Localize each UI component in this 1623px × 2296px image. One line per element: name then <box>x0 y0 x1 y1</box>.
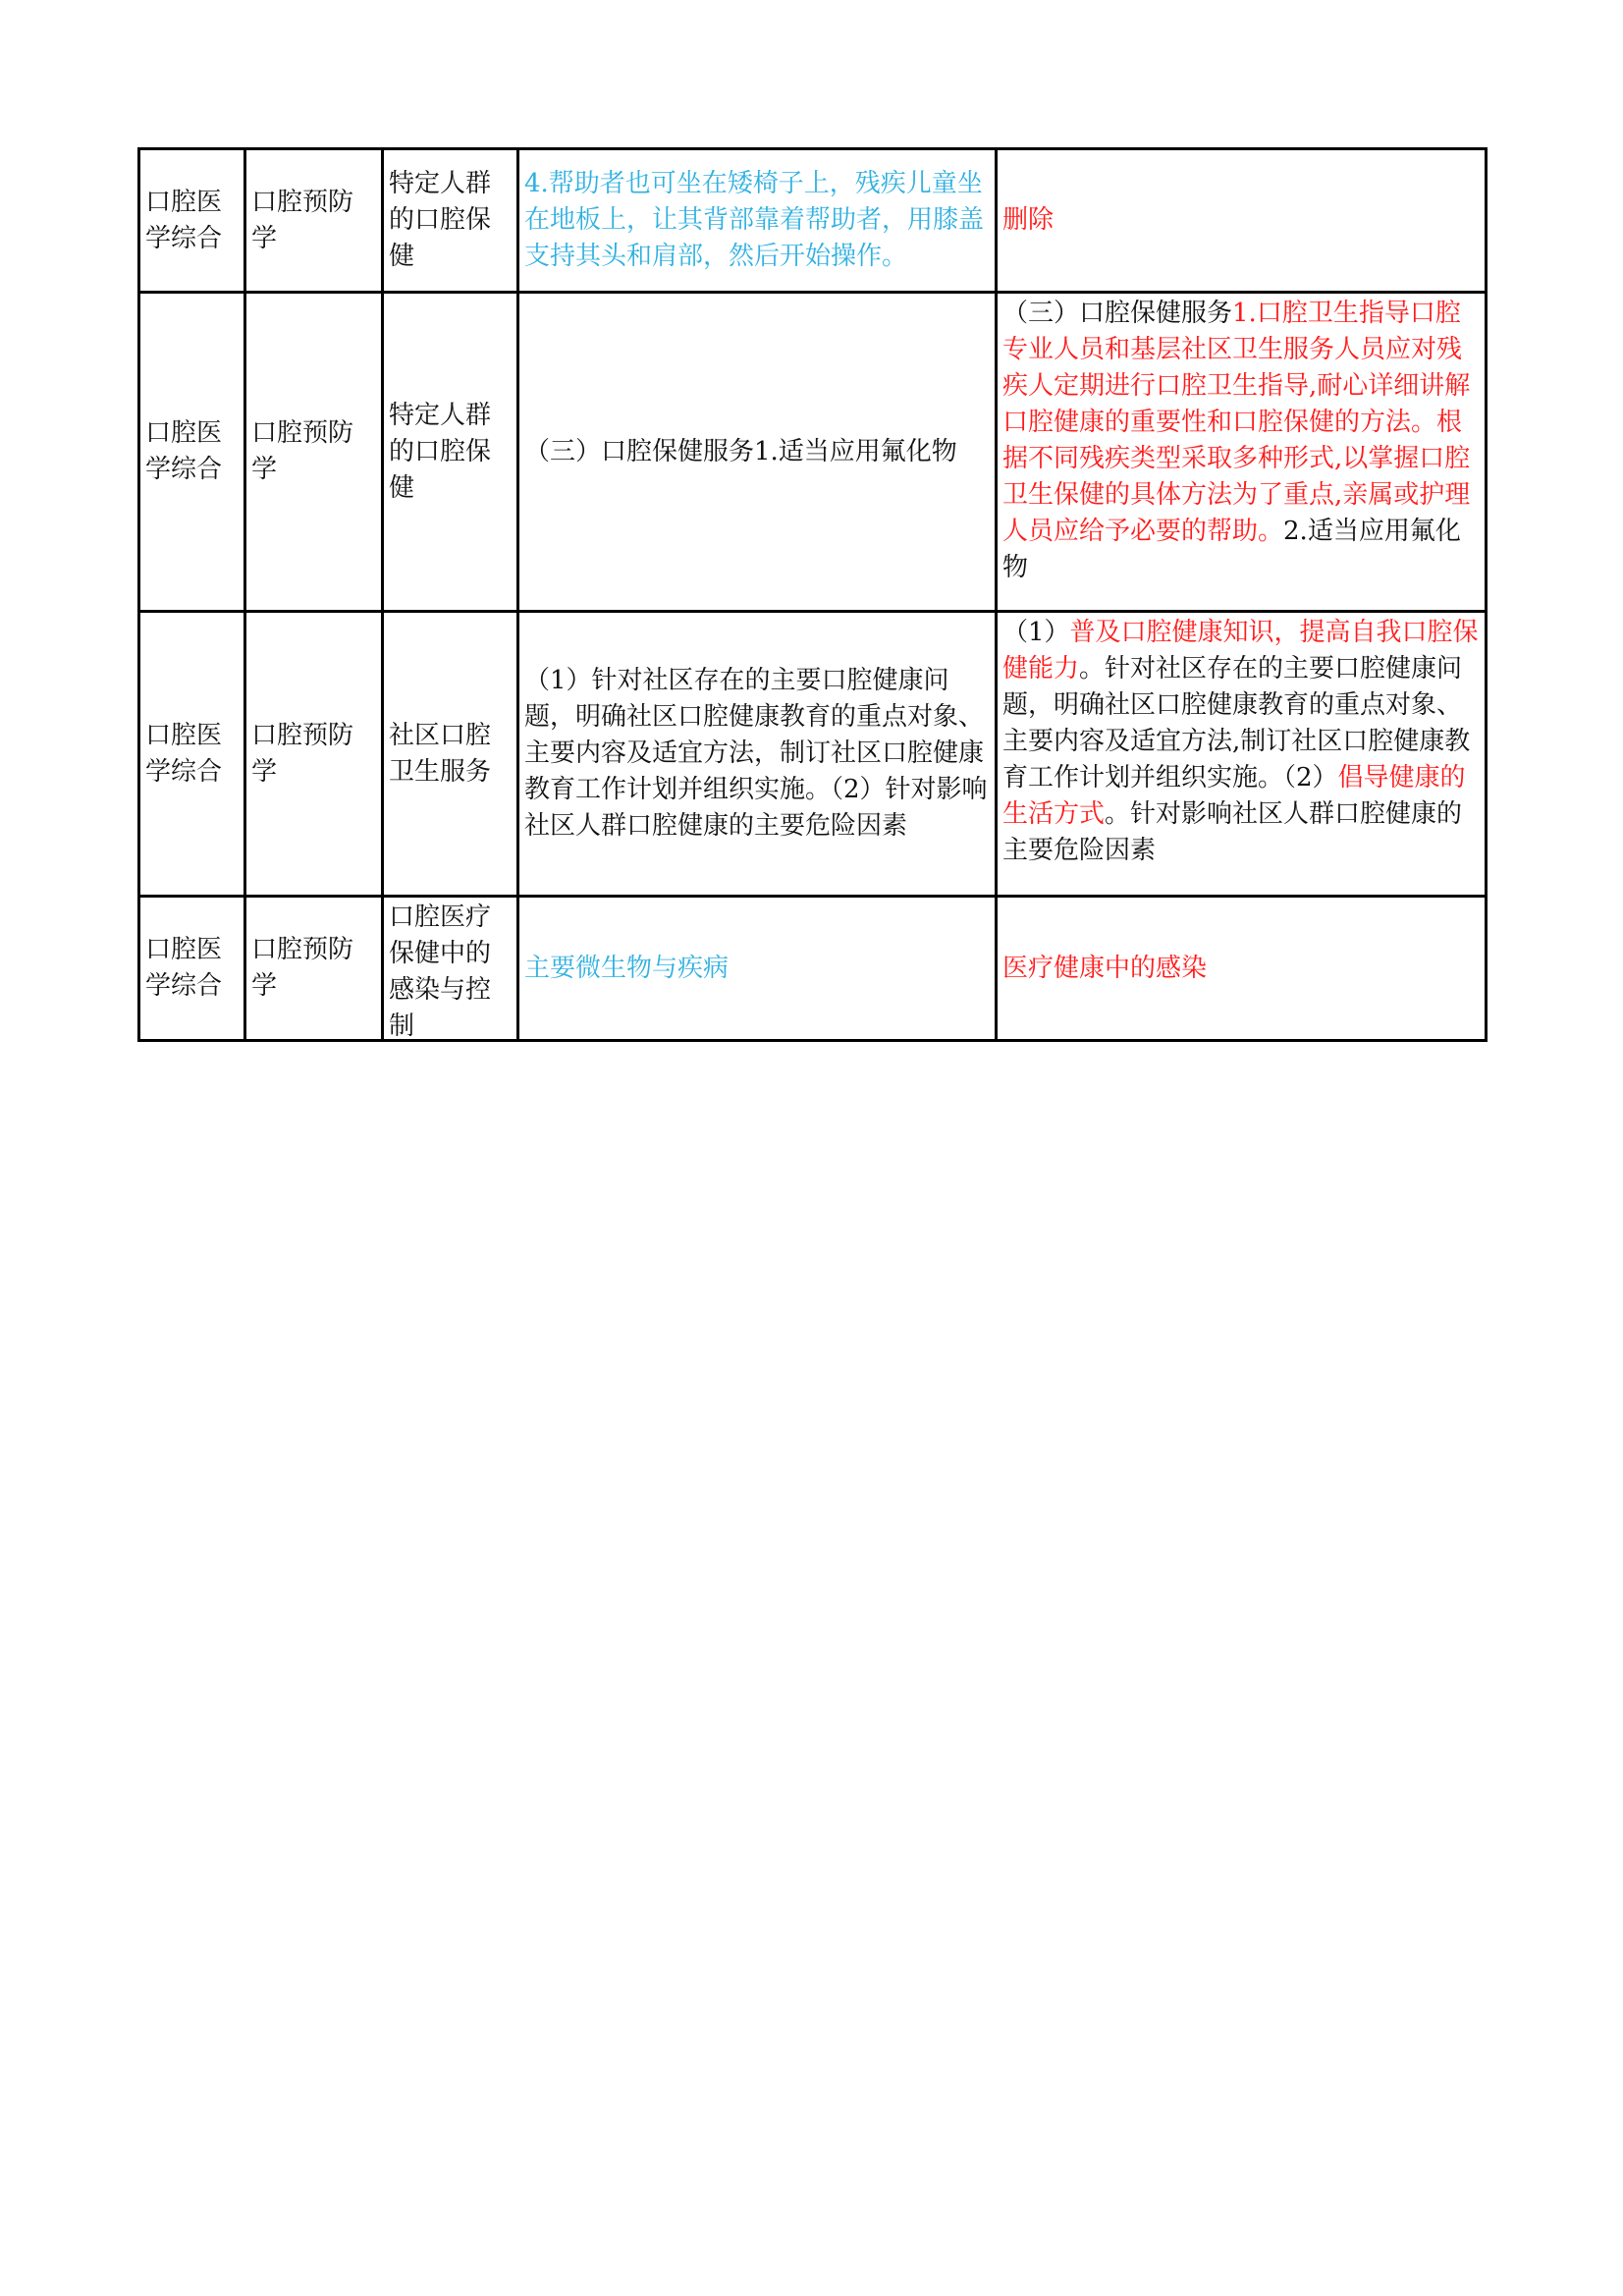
original-text-cell[interactable] <box>518 149 997 293</box>
subject-cell[interactable]: 口腔医学综合 <box>139 897 245 1041</box>
revised-text-cell[interactable] <box>997 149 1487 293</box>
table-row <box>139 612 1487 897</box>
original-text-cell[interactable] <box>518 612 997 897</box>
course-cell[interactable]: 口腔预防学 <box>245 897 383 1041</box>
course-cell[interactable]: 口腔预防学 <box>245 149 383 293</box>
revised-text-segment: 。针对影响社区人群口腔健康的主要危险因素 <box>1002 799 1463 865</box>
original-text-cell[interactable] <box>518 897 997 1041</box>
topic-cell[interactable]: 特定人群的口腔保健 <box>383 149 518 293</box>
revised-text-cell[interactable] <box>997 612 1487 897</box>
table-row <box>139 149 1487 293</box>
original-text-cell[interactable] <box>518 293 997 612</box>
revised-text-segment: （1） <box>1002 618 1070 647</box>
topic-cell[interactable]: 口腔医疗保健中的感染与控制 <box>383 897 518 1041</box>
revised-text-segment: 倡导健康的生活方式 <box>1002 763 1466 829</box>
original-text: 主要微生物与疾病 <box>524 953 730 983</box>
original-text: （三）口腔保健服务1.适当应用氟化物 <box>524 436 957 466</box>
original-text: 4.帮助者也可坐在矮椅子上，残疾儿童坐在地板上，让其背部靠着帮助者，用膝盖支持其头和肩部，然后开始操作。 <box>524 169 985 271</box>
revised-text: 医疗健康中的感染 <box>1002 953 1208 983</box>
topic-cell[interactable]: 社区口腔卫生服务 <box>383 612 518 897</box>
revised-text-segment: 。针对社区存在的主要口腔健康问题，明确社区口腔健康教育的重点对象、主要内容及适宜方法,制订社区口腔健康教育工作计划并组织实施。（2） <box>1002 654 1471 793</box>
original-text: （1）针对社区存在的主要口腔健康问题，明确社区口腔健康教育的重点对象、主要内容及适宜方法，制订社区口腔健康教育工作计划并组织实施。（2）针对影响社区人群口腔健康的主要危险因素 <box>524 666 988 841</box>
revised-text-cell[interactable] <box>997 897 1487 1041</box>
revised-text-segment: （三）口腔保健服务 <box>1002 299 1233 328</box>
subject-cell[interactable]: 口腔医学综合 <box>139 149 245 293</box>
revised-text: 删除 <box>1002 205 1055 235</box>
subject-cell[interactable]: 口腔医学综合 <box>139 612 245 897</box>
revised-text-segment: 1.口腔卫生指导口腔专业人员和基层社区卫生服务人员应对残疾人定期进行口腔卫生指导,耐心详细讲解口腔健康的重要性和口腔保健的方法。根据不同残疾类型采取多种形式,以掌握口腔卫生保健的具体方法为了重点,亲属或护理人员应给予必要的帮助。 <box>1002 299 1471 546</box>
course-cell[interactable]: 口腔预防学 <box>245 293 383 612</box>
revised-text-segment: 2.适当应用氟化物 <box>1002 517 1461 582</box>
revised-text-cell[interactable] <box>997 293 1487 612</box>
revised-text-segment: 普及口腔健康知识，提高自我口腔保健能力 <box>1002 618 1479 683</box>
course-cell[interactable]: 口腔预防学 <box>245 612 383 897</box>
table-row <box>139 897 1487 1041</box>
topic-cell[interactable]: 特定人群的口腔保健 <box>383 293 518 612</box>
subject-cell[interactable]: 口腔医学综合 <box>139 293 245 612</box>
table-row <box>139 293 1487 612</box>
revision-table <box>137 147 1488 1042</box>
